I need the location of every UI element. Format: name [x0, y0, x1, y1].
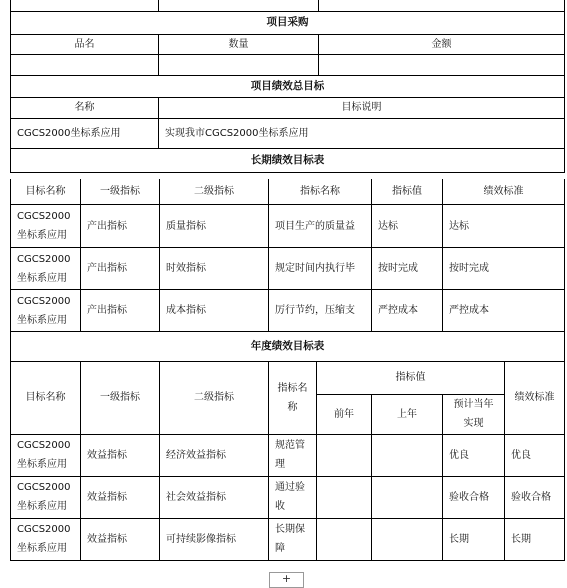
annual-cell-level2[interactable]: 社会效益指标 — [160, 476, 269, 518]
longterm-cell-target[interactable]: CGCS2000坐标系应用 — [11, 205, 81, 248]
longterm-header-level2: 二级指标 — [160, 179, 269, 205]
longterm-cell-level1[interactable]: 产出指标 — [81, 205, 160, 248]
annual-header-row-1 — [11, 362, 565, 394]
longterm-table — [10, 179, 565, 363]
overall-header-description: 目标说明 — [159, 97, 565, 118]
annual-header-standard: 绩效标准 — [505, 362, 565, 434]
annual-header-target: 目标名称 — [11, 362, 81, 434]
annual-cell-prev-year[interactable] — [317, 518, 372, 560]
longterm-cell-value[interactable]: 按时完成 — [372, 248, 443, 290]
procurement-cell-item[interactable] — [11, 54, 159, 75]
annual-header-expected: 预计当年实现 — [443, 394, 505, 434]
annual-header-prev-year: 前年 — [317, 394, 372, 434]
annual-cell-prev-year[interactable] — [317, 476, 372, 518]
annual-header-indicator: 指标名称 — [269, 362, 317, 434]
procurement-cell-quantity[interactable] — [159, 54, 319, 75]
procurement-title: 项目采购 — [11, 11, 565, 34]
longterm-header-standard: 绩效标准 — [443, 179, 565, 205]
overall-row — [11, 118, 565, 148]
longterm-cell-indicator[interactable]: 项目生产的质量益 — [269, 205, 372, 248]
annual-cell-indicator[interactable]: 通过验收 — [269, 476, 317, 518]
annual-cell-target[interactable]: CGCS2000坐标系应用 — [11, 434, 81, 476]
longterm-cell-level2[interactable]: 质量指标 — [160, 205, 269, 248]
longterm-cell-target[interactable]: CGCS2000坐标系应用 — [11, 290, 81, 332]
annual-cell-target[interactable]: CGCS2000坐标系应用 — [11, 518, 81, 560]
table-row — [11, 476, 565, 518]
table-row — [11, 290, 565, 332]
annual-cell-indicator[interactable]: 规范管理 — [269, 434, 317, 476]
annual-cell-indicator[interactable]: 长期保障 — [269, 518, 317, 560]
longterm-cell-standard[interactable]: 按时完成 — [443, 248, 565, 290]
table-row — [11, 518, 565, 560]
longterm-cell-level1[interactable]: 产出指标 — [81, 290, 160, 332]
longterm-header-target: 目标名称 — [11, 179, 81, 205]
annual-cell-last-year[interactable] — [372, 434, 443, 476]
longterm-cell-indicator[interactable]: 厉行节约，压缩支 — [269, 290, 372, 332]
longterm-cell-level1[interactable]: 产出指标 — [81, 248, 160, 290]
overall-cell-name[interactable]: CGCS2000坐标系应用 — [11, 118, 159, 148]
annual-cell-level1[interactable]: 效益指标 — [81, 518, 160, 560]
longterm-header-indicator: 指标名称 — [269, 179, 372, 205]
annual-header-last-year: 上年 — [372, 394, 443, 434]
annual-cell-expected[interactable]: 验收合格 — [443, 476, 505, 518]
annual-header-level1: 一级指标 — [81, 362, 160, 434]
annual-cell-prev-year[interactable] — [317, 434, 372, 476]
overall-header-name: 名称 — [11, 97, 159, 118]
annual-cell-standard[interactable]: 长期 — [505, 518, 565, 560]
annual-cell-level1[interactable]: 效益指标 — [81, 476, 160, 518]
annual-cell-standard[interactable]: 验收合格 — [505, 476, 565, 518]
annual-cell-level2[interactable]: 可持续影像指标 — [160, 518, 269, 560]
procurement-header-quantity: 数量 — [159, 34, 319, 54]
annual-cell-expected[interactable]: 长期 — [443, 518, 505, 560]
longterm-cell-target[interactable]: CGCS2000坐标系应用 — [11, 248, 81, 290]
top-cut-row — [11, 0, 565, 11]
longterm-cell-indicator[interactable]: 规定时间内执行毕 — [269, 248, 372, 290]
annual-cell-standard[interactable]: 优良 — [505, 434, 565, 476]
annual-cell-level2[interactable]: 经济效益指标 — [160, 434, 269, 476]
overall-goal-title: 项目绩效总目标 — [11, 75, 565, 97]
longterm-header-row — [11, 179, 565, 205]
annual-cell-last-year[interactable] — [372, 476, 443, 518]
table-row — [11, 248, 565, 290]
annual-cell-level1[interactable]: 效益指标 — [81, 434, 160, 476]
annual-header-level2: 二级指标 — [160, 362, 269, 434]
overall-cell-description[interactable]: 实现我市CGCS2000坐标系应用 — [159, 118, 565, 148]
longterm-title: 长期绩效目标表 — [11, 148, 565, 172]
procurement-header-item: 品名 — [11, 34, 159, 54]
document-page — [10, 0, 564, 561]
annual-cell-target[interactable]: CGCS2000坐标系应用 — [11, 476, 81, 518]
table-row — [11, 205, 565, 248]
longterm-cell-level2[interactable]: 成本指标 — [160, 290, 269, 332]
longterm-cell-value[interactable]: 达标 — [372, 205, 443, 248]
annual-cell-expected[interactable]: 优良 — [443, 434, 505, 476]
longterm-cell-standard[interactable]: 严控成本 — [443, 290, 565, 332]
add-row-handle[interactable] — [269, 572, 304, 588]
procurement-cell-amount[interactable] — [319, 54, 565, 75]
annual-title: 年度绩效目标表 — [11, 332, 565, 362]
procurement-header-row — [11, 34, 565, 54]
longterm-cell-level2[interactable]: 时效指标 — [160, 248, 269, 290]
longterm-header-level1: 一级指标 — [81, 179, 160, 205]
table-row — [11, 434, 565, 476]
procurement-overall-table — [10, 0, 565, 173]
annual-header-value: 指标值 — [317, 362, 505, 394]
annual-table — [10, 362, 565, 561]
procurement-row — [11, 54, 565, 75]
longterm-cell-standard[interactable]: 达标 — [443, 205, 565, 248]
plus-icon: + — [281, 572, 292, 585]
longterm-header-value: 指标值 — [372, 179, 443, 205]
overall-header-row — [11, 97, 565, 118]
longterm-cell-value[interactable]: 严控成本 — [372, 290, 443, 332]
annual-cell-last-year[interactable] — [372, 518, 443, 560]
procurement-header-amount: 金额 — [319, 34, 565, 54]
